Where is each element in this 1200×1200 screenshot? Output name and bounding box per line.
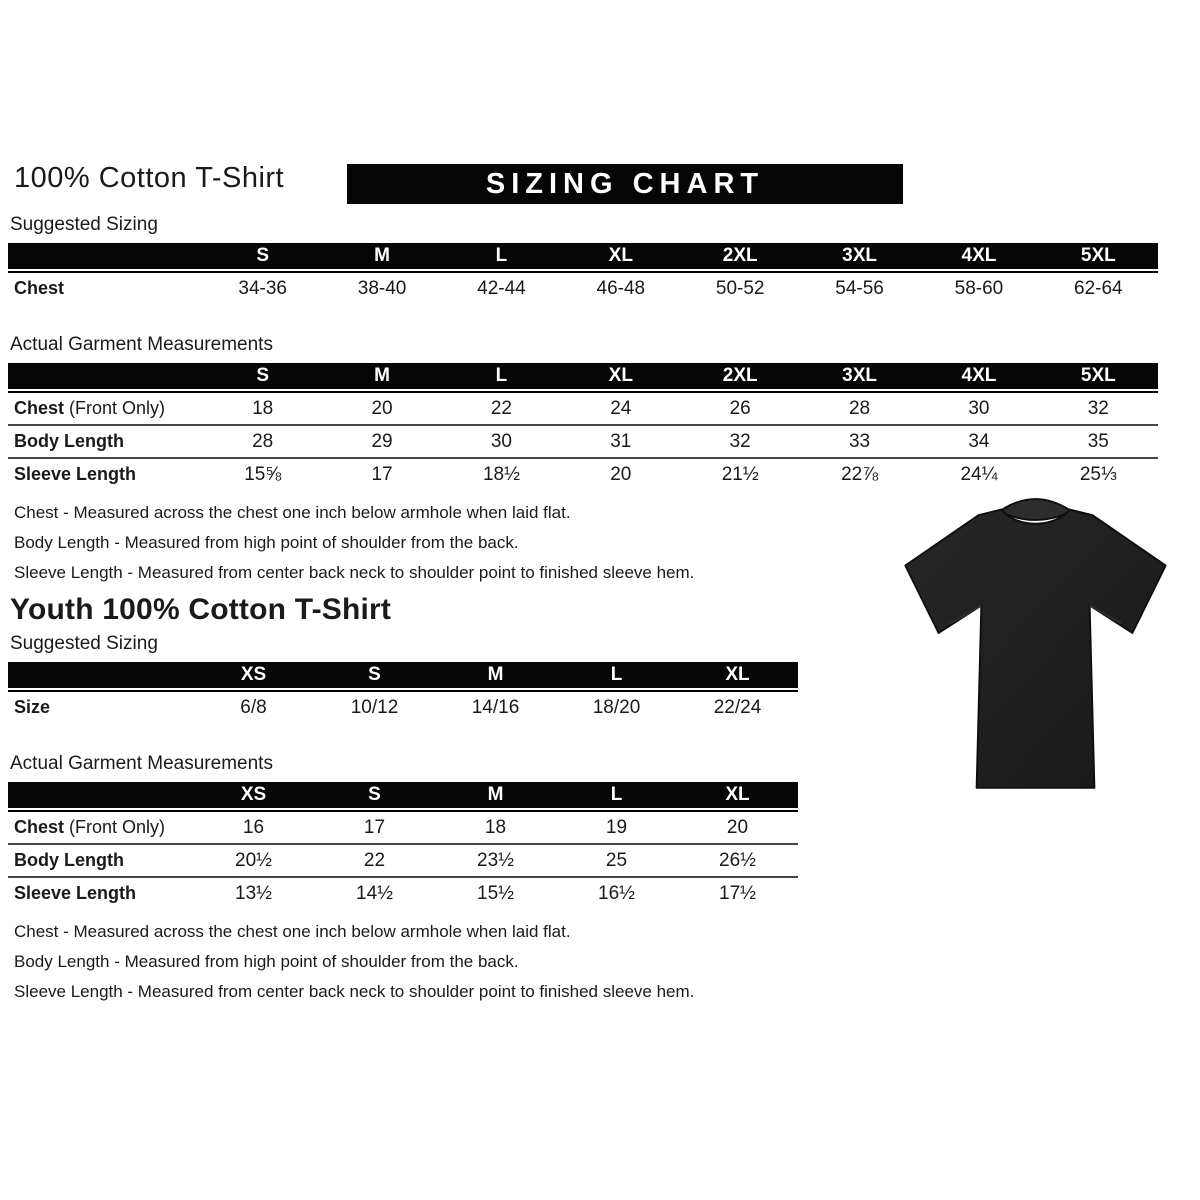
row-label-suffix: (Front Only) — [64, 817, 166, 837]
column-header-5xl: 5XL — [1080, 245, 1116, 266]
value-cell: 22 — [363, 849, 386, 871]
value-cell: 34-36 — [238, 277, 287, 299]
size-header-row — [8, 243, 1158, 269]
row-label — [8, 431, 203, 452]
row-label — [8, 464, 203, 485]
row-label-text: Sleeve Length — [14, 464, 137, 484]
note-sleeve-length: Sleeve Length - Measured from center back neck to shoulder point to finished sleeve hem. — [14, 563, 695, 582]
adult-actual-measurements-label: Actual Garment Measurements — [10, 334, 273, 355]
row-label — [8, 850, 193, 871]
row-label — [8, 697, 193, 718]
column-header-s: S — [368, 664, 381, 685]
row-label-text: Chest — [14, 278, 65, 298]
value-cell: 22/24 — [713, 696, 762, 718]
note-body-length: Body Length - Measured from high point of shoulder from the back. — [14, 533, 519, 552]
column-header-s: S — [256, 245, 270, 266]
value-cell: 26½ — [719, 849, 756, 871]
column-header-4xl: 4XL — [961, 245, 997, 266]
column-header-5xl: 5XL — [1080, 365, 1116, 386]
column-header-xl: XL — [725, 784, 750, 805]
column-header-l: L — [495, 245, 508, 266]
column-header-xs: XS — [240, 784, 267, 805]
youth-section-title: Youth 100% Cotton T-Shirt — [10, 593, 392, 626]
value-cell: 17 — [371, 463, 393, 485]
value-cell: 33 — [848, 430, 871, 452]
title-bar — [8, 160, 1192, 208]
sizing-chart-banner-label: SIZING CHART — [485, 167, 765, 200]
tshirt-body — [905, 510, 1165, 788]
value-cell: 26 — [729, 397, 751, 419]
value-cell: 30 — [490, 430, 512, 452]
value-cell: 25 — [605, 849, 628, 871]
value-cell: 17½ — [719, 882, 756, 904]
table-row — [8, 692, 798, 723]
value-cell: 28 — [848, 397, 871, 419]
table-row — [8, 878, 798, 909]
value-cell: 13½ — [235, 882, 272, 904]
size-header-row — [8, 363, 1158, 389]
value-cell: 14½ — [356, 882, 393, 904]
value-cell: 20 — [726, 816, 749, 838]
column-header-2xl: 2XL — [722, 245, 758, 266]
value-cell: 54-56 — [835, 277, 884, 299]
value-cell: 19 — [605, 816, 628, 838]
value-cell: 22 — [490, 397, 512, 419]
youth-suggested-sizing-label: Suggested Sizing — [10, 633, 158, 654]
row-label-text: Chest — [14, 817, 65, 837]
youth-measurements-table — [8, 782, 798, 909]
column-header-l: L — [610, 784, 623, 805]
column-header-m: M — [374, 365, 390, 386]
value-cell: 34 — [968, 430, 990, 452]
row-label — [8, 883, 193, 904]
value-cell: 18 — [252, 397, 274, 419]
value-cell: 24 — [610, 397, 632, 419]
row-label — [8, 817, 193, 838]
note-chest: Chest - Measured across the chest one inch below armhole when laid flat. — [14, 922, 571, 941]
column-header-2xl: 2XL — [722, 365, 758, 386]
table-row — [8, 426, 1158, 457]
column-header-4xl: 4XL — [961, 365, 997, 386]
column-header-m: M — [487, 784, 504, 805]
value-cell: 20 — [610, 463, 632, 485]
black-tshirt-photo — [893, 470, 1178, 815]
value-cell: 21½ — [721, 463, 759, 485]
column-header-xl: XL — [608, 245, 633, 266]
size-header-row — [8, 662, 798, 688]
value-cell: 22⅞ — [841, 463, 879, 485]
row-label — [8, 398, 203, 419]
value-cell: 15⅝ — [244, 463, 282, 485]
value-cell: 20½ — [235, 849, 272, 871]
value-cell: 32 — [729, 430, 751, 452]
value-cell: 20 — [371, 397, 393, 419]
adult-suggested-sizing-label: Suggested Sizing — [10, 214, 158, 235]
column-header-m: M — [374, 245, 390, 266]
column-header-m: M — [487, 664, 504, 685]
value-cell: 16 — [242, 816, 265, 838]
table-row — [8, 273, 1158, 304]
value-cell: 17 — [363, 816, 386, 838]
column-header-l: L — [610, 664, 623, 685]
value-cell: 15½ — [477, 882, 514, 904]
value-cell: 30 — [968, 397, 990, 419]
table-row — [8, 393, 1158, 424]
value-cell: 31 — [610, 430, 632, 452]
youth-actual-measurements-label: Actual Garment Measurements — [10, 753, 273, 774]
value-cell: 18½ — [482, 463, 520, 485]
value-cell: 16½ — [598, 882, 635, 904]
value-cell: 25⅓ — [1079, 463, 1117, 485]
row-label-suffix: (Front Only) — [64, 398, 166, 418]
row-label-text: Size — [14, 697, 51, 717]
value-cell: 14/16 — [471, 696, 520, 718]
value-cell: 23½ — [477, 849, 514, 871]
value-cell: 42-44 — [477, 277, 526, 299]
row-label-text: Body Length — [14, 850, 124, 870]
column-header-s: S — [368, 784, 381, 805]
note-sleeve-length: Sleeve Length - Measured from center back neck to shoulder point to finished sleeve hem. — [14, 982, 695, 1001]
value-cell: 38-40 — [357, 277, 407, 299]
value-cell: 29 — [371, 430, 393, 452]
value-cell: 28 — [252, 430, 274, 452]
value-cell: 18/20 — [592, 696, 641, 718]
column-header-xl: XL — [608, 365, 633, 386]
row-label-text: Chest — [14, 398, 65, 418]
page-title: 100% Cotton T-Shirt — [14, 162, 285, 194]
value-cell: 46-48 — [596, 277, 646, 299]
column-header-3xl: 3XL — [842, 365, 877, 386]
value-cell: 32 — [1087, 397, 1109, 419]
column-header-s: S — [256, 365, 270, 386]
row-label — [8, 278, 203, 299]
value-cell: 50-52 — [715, 277, 765, 299]
youth-measurement-notes — [8, 922, 1192, 1002]
row-label-text: Body Length — [14, 431, 124, 451]
value-cell: 6/8 — [240, 696, 267, 718]
row-label-text: Sleeve Length — [14, 883, 137, 903]
column-header-3xl: 3XL — [842, 245, 877, 266]
column-header-xs: XS — [240, 664, 267, 685]
youth-suggested-sizing-table — [8, 662, 798, 723]
value-cell: 62-64 — [1074, 277, 1123, 299]
table-row — [8, 812, 798, 843]
adult-suggested-sizing-table — [8, 243, 1158, 304]
value-cell: 24¼ — [960, 463, 998, 485]
column-header-xl: XL — [725, 664, 750, 685]
value-cell: 58-60 — [954, 277, 1004, 299]
table-row — [8, 845, 798, 876]
value-cell: 35 — [1087, 430, 1109, 452]
value-cell: 10/12 — [350, 696, 399, 718]
column-header-l: L — [495, 365, 508, 386]
value-cell: 18 — [484, 816, 507, 838]
note-body-length: Body Length - Measured from high point of shoulder from the back. — [14, 952, 519, 971]
size-header-row — [8, 782, 798, 808]
note-chest: Chest - Measured across the chest one inch below armhole when laid flat. — [14, 503, 571, 522]
sizing-chart-banner — [347, 164, 903, 204]
